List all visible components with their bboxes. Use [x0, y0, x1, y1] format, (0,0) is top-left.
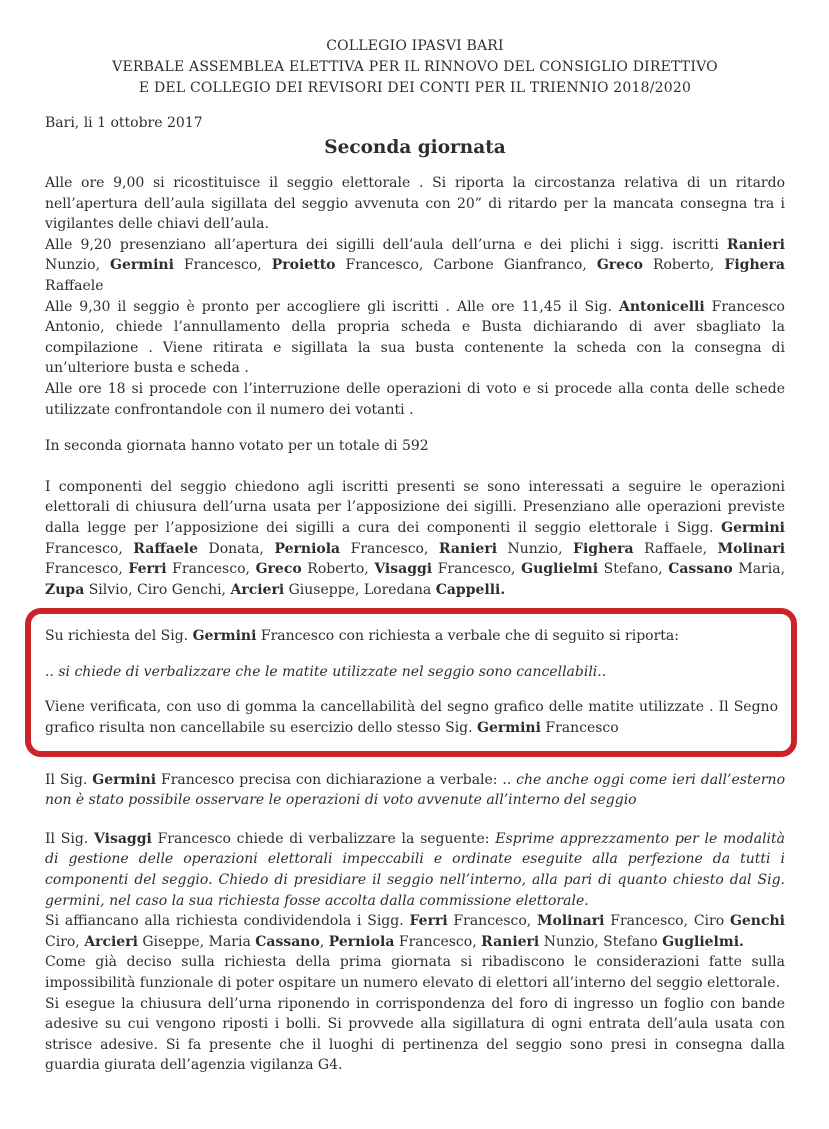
blank-line — [45, 682, 778, 697]
blank-line — [45, 457, 785, 477]
text-run: Viene verificata, con uso di gomma la cancellabilità del segno grafico delle matite utilizzate . Il Segno grafico risulta non cancellabile su esercizio dello stesso Sig. — [45, 699, 778, 737]
person-name: Zupa — [45, 581, 85, 598]
text-run: Stefano, — [598, 561, 669, 578]
header-line-1: COLLEGIO IPASVI BARI — [326, 38, 504, 54]
text-run: Francesco chiede di verbalizzare la seguente: — [151, 830, 496, 847]
boxed-paragraph — [45, 626, 778, 647]
person-name: Arcieri — [230, 581, 285, 598]
person-name: Visaggi — [374, 561, 433, 578]
paragraph — [45, 770, 785, 811]
quoted-statement: .. che anche oggi come ieri dall’esterno non è stato possibile osservare le operazioni di voto avvenute all’interno del seggio — [45, 771, 786, 809]
person-name: Molinari — [717, 540, 786, 557]
person-name: Raffaele — [133, 540, 199, 557]
text-run: Si esegue la chiusura dell’urna riponendo in corrispondenza del foro di ingresso un foglio con bande adesive su cui vengono riposti i bolli. Si provvede alla sigillatura di ogni entrata dell’aula usata con strisce adesive. Si fa presente che il luoghi di pertinenza del seggio sono presi in consegna dalla guardia giurata dell’agenzia vigilanza G4. — [45, 995, 785, 1074]
person-name: Proietto — [271, 257, 336, 274]
text-run: Alle 9,30 il seggio è pronto per accogliere gli iscritti . Alle ore 11,45 il Sig. — [45, 298, 619, 315]
person-name: Germini — [477, 720, 541, 737]
boxed-paragraph — [45, 697, 778, 738]
text-run: Roberto, — [642, 257, 725, 274]
text-run: Come già deciso sulla richiesta della prima giornata si ribadiscono le considerazioni fatte sulla impossibilità funzionale di poter ospitare un numero elevato di elettori all’interno del seggio elettorale. — [45, 954, 785, 991]
person-name: Ranieri — [438, 540, 498, 557]
text-run: I componenti del seggio chiedono agli iscritti presenti se sono interessati a seguire le operazioni elettorali di chiusura dell’urna usata per l’apposizione dei sigilli. Presenziano alle operazioni previste dalla legge per l’apposizione dei sigilli a cura dei componenti il seggio elettorale i Sigg. — [45, 478, 785, 536]
text-run: Il Sig. — [45, 771, 93, 788]
text-run: Francesco, — [45, 540, 134, 557]
person-name: Guglielmi — [521, 561, 599, 578]
person-name: Greco — [596, 257, 643, 274]
text-run: Francesco Antonio, chiede l’annullamento della propria scheda e Busta dichiarando di aver sbagliato la compilazione . Viene ritirata e sigillata la sua busta contenente la scheda con la consegna di un’ulteriore busta e scheda . — [45, 298, 785, 377]
date-line: Bari, li 1 ottobre 2017 — [45, 115, 203, 131]
person-name: Fighera — [724, 257, 785, 274]
text-run: Ciro, — [45, 933, 85, 950]
quoted-statement: .. si chiede di verbalizzare che le matite utilizzate nel seggio sono cancellabili.. — [45, 663, 607, 680]
text-run: Francesco, — [394, 933, 482, 950]
text-run: Francesco, — [166, 561, 256, 578]
person-name: Cassano — [255, 933, 320, 950]
text-run: Su richiesta del Sig. — [45, 628, 193, 645]
text-run: Francesco precisa con dichiarazione a verbale: — [156, 771, 503, 788]
blank-line — [45, 647, 778, 662]
text-run: Francesco, — [340, 540, 439, 557]
text-run: Raffaele, — [633, 540, 718, 557]
header-line-2: VERBALE ASSEMBLEA ELETTIVA PER IL RINNOVO DEL CONSIGLIO DIRETTIVO — [112, 59, 718, 75]
person-name: Perniola — [274, 540, 341, 557]
text-run: Si affiancano alla richiesta condividendola i Sigg. — [45, 913, 410, 930]
person-name: Cappelli. — [435, 581, 506, 598]
person-name: Cassano — [668, 561, 733, 578]
person-name: Ferri — [128, 561, 167, 578]
person-name: Ranieri — [481, 933, 540, 950]
paragraph — [45, 911, 785, 952]
person-name: Visaggi — [94, 830, 152, 847]
text-run: Francesco, Ciro — [604, 913, 730, 930]
text-run: Roberto, — [301, 561, 375, 578]
header-line-3: E DEL COLLEGIO DEI REVISORI DEI CONTI PER IL TRIENNIO 2018/2020 — [138, 80, 692, 96]
paragraph — [45, 477, 785, 601]
paragraph — [45, 952, 785, 993]
person-name: Germini — [721, 519, 785, 536]
paragraph — [45, 436, 785, 457]
person-name: Germini — [192, 628, 257, 645]
text-run: , — [319, 933, 329, 950]
text-run: Alle ore 9,00 si ricostituisce il seggio elettorale . Si riporta la circostanza relativa di un ritardo nell’apertura dell’aula sigillata del seggio avvenuta con 20” di ritardo per la mancata consegna tra i vigilantes delle chiavi dell’aula. — [45, 175, 785, 233]
text-run: Donata, — [198, 540, 275, 557]
paragraph — [45, 173, 785, 235]
paragraph — [45, 235, 785, 297]
quoted-statement: Esprime apprezzamento per le modalità di gestione delle operazioni elettorali impeccabili e ordinate eseguite alla perfezione da tutti i componenti del seggio. Chiedo di presidiare il seggio nell’interno, alla pari di quanto chiesto dal Sig. germini, nel caso la sua richiesta fosse accolta dalla commissione elettorale. — [45, 830, 785, 909]
blank-line — [45, 811, 785, 829]
paragraph — [45, 379, 785, 420]
text-run: Alle ore 18 si procede con l’interruzione delle operazioni di voto e si procede alla conta delle schede utilizzate confrontandole con il numero dei votanti . — [45, 380, 785, 418]
person-name: Ferri — [409, 913, 448, 930]
person-name: Genchi — [729, 913, 786, 930]
paragraph — [45, 829, 785, 911]
text-run: Francesco — [540, 720, 619, 737]
text-run: Nunzio, — [45, 257, 111, 274]
text-run: Raffaele — [45, 277, 104, 294]
text-run: Francesco, — [173, 257, 272, 274]
person-name: Ranieri — [726, 236, 785, 253]
text-run: Francesco, — [45, 561, 129, 578]
text-run: Alle 9,20 presenziano all’apertura dei sigilli dell’aula dell’urna e dei plichi i sigg. iscritti — [45, 236, 727, 253]
paragraph — [45, 994, 785, 1076]
person-name: Perniola — [328, 933, 395, 950]
highlight-box — [25, 608, 797, 756]
person-name: Germini — [110, 257, 174, 274]
text-run: Il Sig. — [45, 830, 95, 847]
person-name: Greco — [255, 561, 302, 578]
text-run: Francesco, — [432, 561, 522, 578]
person-name: Antonicelli — [618, 298, 705, 315]
paragraph — [45, 297, 785, 379]
text-run: Francesco con richiesta a verbale che di seguito si riporta: — [256, 628, 679, 645]
document-header — [45, 36, 785, 99]
text-run: Silvio, Ciro Genchi, — [84, 581, 231, 598]
person-name: Arcieri — [84, 933, 138, 950]
blank-line — [45, 420, 785, 436]
boxed-paragraph — [45, 662, 778, 683]
text-run: In seconda giornata hanno votato per un totale di 592 — [45, 438, 429, 455]
text-run: Nunzio, Stefano — [539, 933, 663, 950]
text-run: Nunzio, — [497, 540, 574, 557]
person-name: Guglielmi. — [662, 933, 744, 950]
text-run: Giuseppe, Loredana — [284, 581, 436, 598]
text-run: Francesco, — [447, 913, 538, 930]
document-body — [45, 173, 785, 1076]
person-name: Fighera — [573, 540, 634, 557]
person-name: Germini — [92, 771, 157, 788]
person-name: Molinari — [537, 913, 605, 930]
section-title: Seconda giornata — [324, 137, 506, 158]
text-run: Francesco, Carbone Gianfranco, — [335, 257, 597, 274]
text-run: Maria, — [732, 561, 786, 578]
text-run: Giseppe, Maria — [137, 933, 256, 950]
